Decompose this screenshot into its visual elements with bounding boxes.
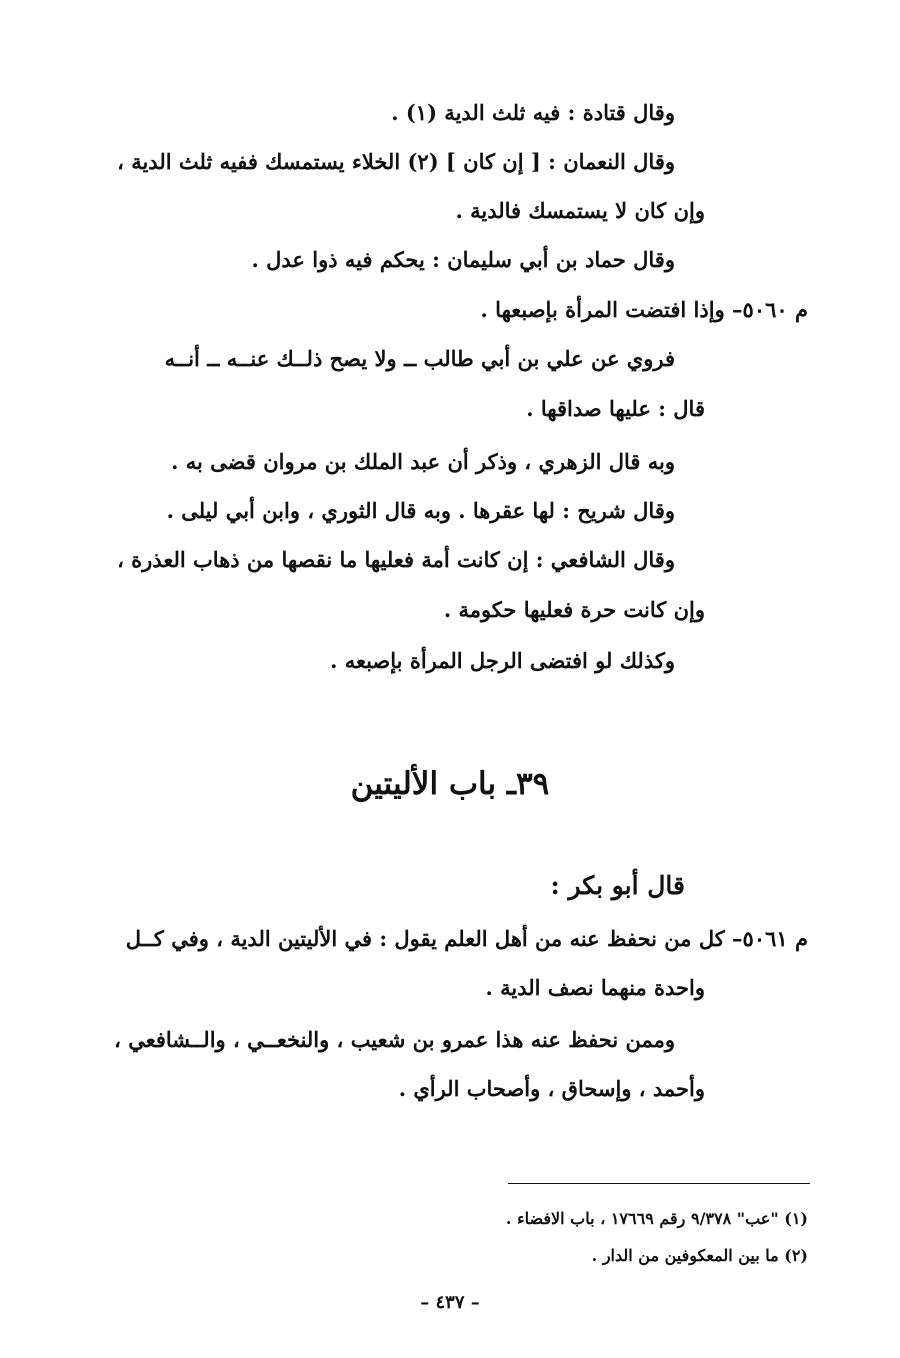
text-line-14: واحدة منهما نصف الدية .: [485, 975, 705, 1000]
text-line-7: قال : عليها صداقها .: [526, 396, 705, 421]
footnote-divider: [508, 1183, 810, 1184]
issue-5060: م ٥٠٦٠– وإذا افتضت المرأة بإصبعها .: [480, 297, 808, 322]
text-line-8: وبه قال الزهري ، وذكر أن عبد الملك بن مروان قضى به .: [171, 449, 675, 474]
footnote-1: (١) "عب" ٩/٣٧٨ رقم ١٧٦٦٩ ، باب الافضاء .: [505, 1209, 808, 1228]
text-line-9: وقال شريح : لها عقرها . وبه قال الثوري ، وابن أبي ليلى .: [166, 498, 675, 523]
text-line-3: وإن كان لا يستمسك فالدية .: [455, 198, 705, 223]
text-line-4: وقال حماد بن أبي سليمان : يحكم فيه ذوا عدل .: [251, 247, 675, 272]
text-line-16: وأحمد ، وإسحاق ، وأصحاب الرأي .: [398, 1076, 705, 1101]
subheading: قال أبو بكر :: [550, 871, 685, 900]
text-line-15: وممن نحفظ عنه هذا عمرو بن شعيب ، والنخعــي ، والــشافعي ،: [114, 1027, 675, 1052]
text-line-11: وإن كانت حرة فعليها حكومة .: [443, 597, 705, 622]
page-number: – ٤٣٧ –: [420, 1292, 480, 1313]
footnote-2: (٢) ما بين المعكوفين من الدار .: [591, 1246, 808, 1265]
text-line-1: وقال قتادة : فيه ثلث الدية (١) .: [391, 100, 675, 125]
text-line-10: وقال الشافعي : إن كانت أمة فعليها ما نقصها من ذهاب العذرة ،: [117, 547, 675, 572]
issue-5061: م ٥٠٦١– كل من نحفظ عنه من أهل العلم يقول : في الأليتين الدية ، وفي كــل: [125, 926, 808, 951]
text-line-2: وقال النعمان : [ إن كان ] (٢) الخلاء يستمسك ففيه ثلث الدية ،: [117, 149, 675, 174]
text-line-6: فروي عن علي بن أبي طالب ــ ولا يصح ذلــك عنــه ــ أنــه: [164, 346, 675, 371]
section-heading: ٣٩ـ باب الأليتين: [350, 766, 550, 802]
text-line-12: وكذلك لو افتضى الرجل المرأة بإصبعه .: [330, 648, 675, 673]
